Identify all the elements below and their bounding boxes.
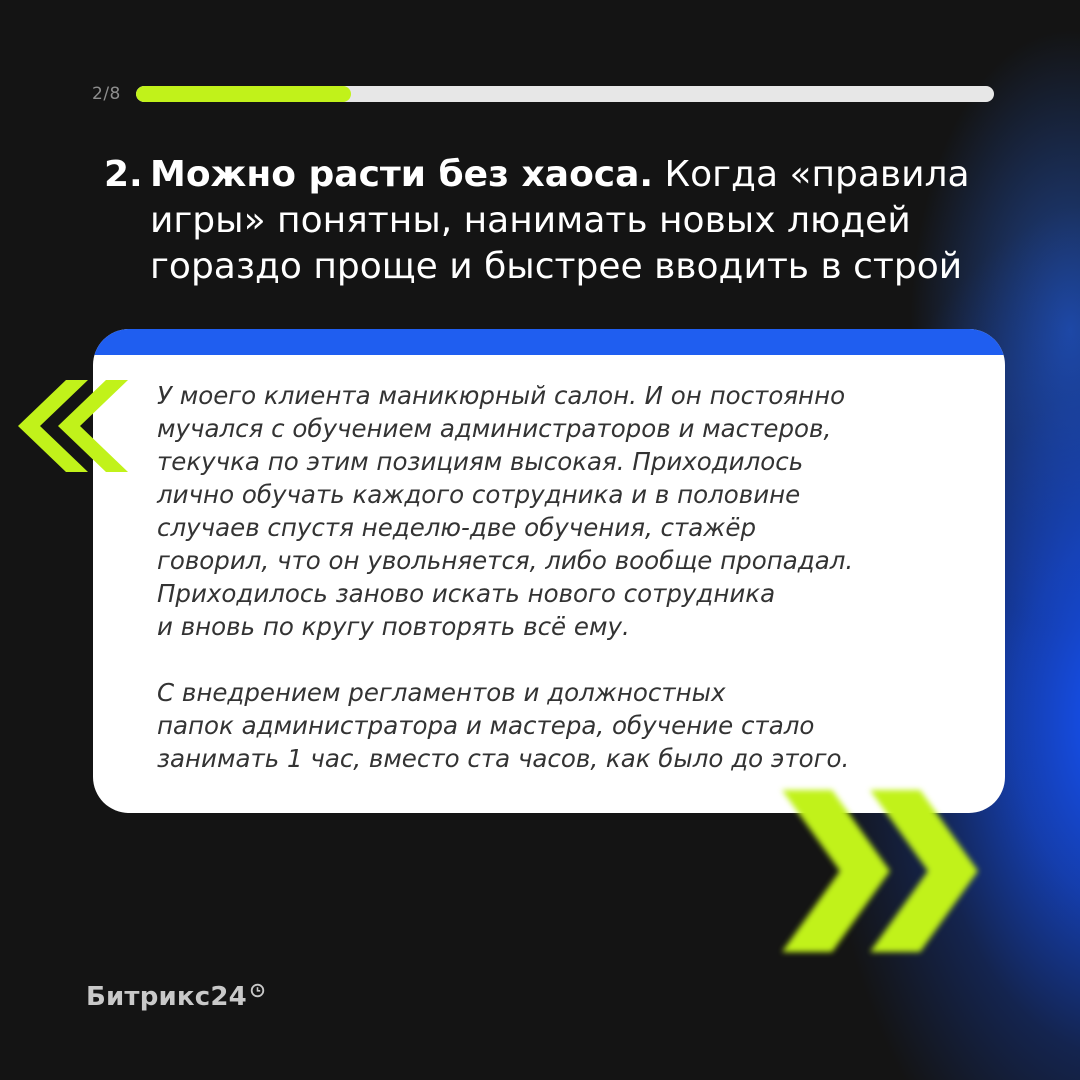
heading-line-3: гораздо проще и быстрее вводить в строй — [150, 246, 963, 287]
quote-line: мучался с обучением администраторов и мастеров, — [157, 414, 832, 443]
quote-line: случаев спустя неделю-две обучения, стажёр — [157, 513, 756, 542]
heading-line-1 — [104, 152, 1004, 198]
heading-number: 2. — [104, 154, 143, 195]
quote-line: говорил, что он увольняется, либо вообще пропадал. — [157, 546, 854, 575]
heading-line-2: игры» понятны, нанимать новых людей — [150, 200, 911, 241]
quote-line: и вновь по кругу повторять всё ему. — [157, 612, 630, 641]
double-chevron-left-icon — [14, 380, 128, 472]
slide-heading — [104, 152, 1004, 290]
quote-line: лично обучать каждого сотрудника и в половине — [157, 480, 801, 509]
quote-line: У моего клиента маникюрный салон. И он постоянно — [157, 381, 846, 410]
progress-bar — [136, 86, 994, 102]
heading-lead: Можно расти без хаоса. — [150, 154, 654, 195]
quote-line: Приходилось заново искать нового сотрудника — [157, 579, 776, 608]
heading-line-1-rest: Когда «правила — [653, 154, 970, 195]
clock-icon — [250, 983, 265, 998]
quote-line: папок администратора и мастера, обучение стало — [157, 711, 815, 740]
paragraph-gap — [157, 643, 977, 676]
logo-text: Битрикс24 — [86, 982, 247, 1012]
quote-card — [93, 329, 1005, 813]
quote-card-accent-bar — [93, 329, 1005, 355]
double-chevron-right-icon — [770, 782, 1000, 960]
progress-bar-fill — [136, 86, 351, 102]
quote-text — [157, 379, 977, 775]
quote-line: С внедрением регламентов и должностных — [157, 678, 726, 707]
quote-line: текучка по этим позициям высокая. Приходилось — [157, 447, 804, 476]
page-counter: 2/8 — [92, 84, 121, 104]
quote-line: занимать 1 час, вместо ста часов, как было до этого. — [157, 744, 850, 773]
bitrix24-logo — [86, 982, 265, 1012]
